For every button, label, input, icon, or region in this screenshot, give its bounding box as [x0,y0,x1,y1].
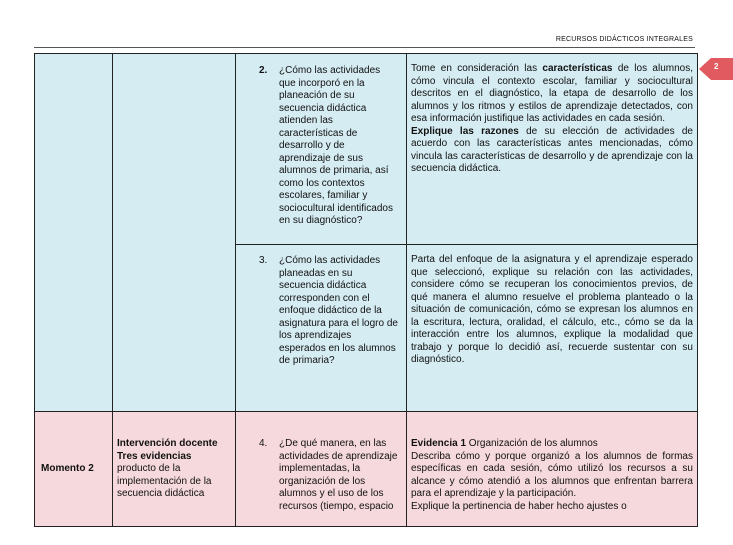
answer-cell [407,54,698,245]
intervention-cell-empty [113,54,236,412]
answer-paragraph-1: Tome en consideración las características de los alumnos, cómo vincula el contexto escolar, familiar y sociocultural descritos en el diagnóstico, la etapa de desarrollo de los alumnos y los ritmos y estilos de aprendizaje detectados, con esa información justifique las actividades en cada sesión. [411,63,693,124]
question-number: 3. [259,255,268,266]
page-header-title: RECURSOS DIDÁCTICOS INTEGRALES [555,36,693,43]
intervention-title: Intervención docente [117,438,218,449]
header-rule [34,47,695,48]
answer-cell: Parta del enfoque de la asignatura y el aprendizaje esperado que seleccionó, explique su relación con las actividades, considere cómo se recuperan los conocimientos previos, de qué manera el alumno resuelve el problema planteado o la situación de comunicación, cómo se expresan los alumnos en la escritura, lectura, oralidad, el cálculo, etc., cómo se da la interacción entre los alumnos, explique la modalidad que trabajo y porque lo decidió así, recuerde sustentar con su diagnóstico. [407,245,698,412]
question-cell [236,245,407,412]
rubric-table [34,53,698,527]
table-row-question-2 [35,54,698,245]
question-number: 4. [259,438,268,449]
table-row-question-4 [35,412,698,527]
intervention-cell [113,412,236,527]
evidence-more: Explique la pertinencia de haber hecho ajustes o [411,500,627,512]
question-text: ¿Cómo las actividades que incorporó en la planeación de su secuencia didáctica atienden las características de desarrollo y de aprendizaje de sus alumnos de primaria, así como los contextos escolares, familiar y sociocultural identificados en su diagnóstico? [279,65,393,226]
moment-label: Momento 2 [35,412,113,527]
evidence-text: Describa cómo y porque organizó a los alumnos de formas específicas en cada sesión, cómo utilizó los recursos a su alcance y cómo atendió a los alumnos que enfrentan barrera para el aprendizaje y la participación. [411,450,693,499]
intervention-description: producto de la implementación de la secuencia didáctica [117,463,212,499]
moment-cell-empty [35,54,113,412]
answer-paragraph-2: Explique las razones de su elección de actividades de acuerdo con las características antes mencionadas, cómo vincula las características de desarrollo y de aprendizaje con la secuencia didáctica. [411,125,693,174]
question-cell [236,54,407,245]
comment-tag-number: 2 [714,62,719,71]
answer-cell [407,412,698,527]
intervention-subtitle: Tres evidencias [117,450,192,462]
question-number: 2. [259,65,268,76]
question-text: ¿De qué manera, en las actividades de aprendizaje implementadas, la organización de los alumnos y el uso de los recursos (tiempo, espacio [279,438,398,512]
question-cell [236,412,407,527]
question-text: ¿Cómo las actividades planeadas en su secuencia didáctica corresponden con el enfoque didáctico de la asignatura para el logro de los aprendizajes esperados en los alumnos de primaria? [279,255,398,366]
evidence-heading: Evidencia 1 Organización de los alumnos [411,438,598,449]
